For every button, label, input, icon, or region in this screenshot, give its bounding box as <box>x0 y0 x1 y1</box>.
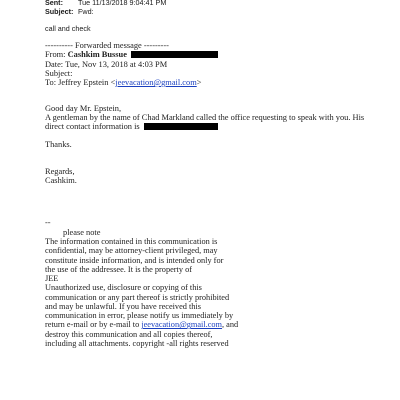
sent-label: Sent: <box>45 0 63 7</box>
return-email-link[interactable]: jeevacation@gmail.com <box>141 320 222 330</box>
subject-label: Subject: <box>45 7 74 16</box>
return-suffix: , and <box>221 320 239 330</box>
disclaimer-line: and may be unlawful. If you have received this <box>45 301 201 311</box>
intro-text: call and check <box>45 24 91 33</box>
forward-from <box>45 50 218 60</box>
forward-divider: ---------- Forwarded message --------- <box>45 41 169 50</box>
forward-date: Date: Tue, Nov 13, 2018 at 4:03 PM <box>45 60 168 69</box>
redaction-box <box>144 123 218 130</box>
regards: Regards, <box>45 167 75 176</box>
disclaimer-line: The information contained in this communication is <box>45 237 218 246</box>
to-email-link[interactable]: jeevacation@gmail.com <box>115 78 197 87</box>
disclaimer-line: confidential, may be attorney-client privileged, may <box>45 246 218 256</box>
disclaimer-line: the use of the addressee. It is the property of <box>45 264 192 274</box>
disclaimer-return-line <box>45 320 238 329</box>
subject-row <box>45 7 94 16</box>
signature: Cashkim. <box>45 176 77 185</box>
disclaimer-line: constitute inside information, and is intended only for <box>45 255 224 265</box>
to-suffix: > <box>196 78 202 87</box>
sent-value: Tue 11/13/2018 9:04:41 PM <box>78 0 167 7</box>
disclaimer-line: JEE <box>45 274 59 283</box>
disclaimer-line: communication or any part thereof is strictly prohibited <box>45 292 230 302</box>
disclaimer-line: destroy this communication and all copies thereof, <box>45 329 213 339</box>
disclaimer-block <box>45 237 238 348</box>
from-name: Cashkim Bussue <box>67 50 127 59</box>
please-note: please note <box>63 228 101 237</box>
from-label: From: <box>45 50 68 59</box>
body-line-2 <box>45 122 218 132</box>
sent-row <box>45 0 166 7</box>
body-line-1: A gentleman by the name of Chad Markland called the office requesting to speak with you. His <box>45 113 365 122</box>
signature-dashes: -- <box>45 218 51 227</box>
return-prefix: return e-mail or by e-mail to <box>45 320 142 330</box>
disclaimer-line: Unauthorized use, disclosure or copying of this <box>45 283 202 293</box>
forward-subject: Subject: <box>45 69 73 78</box>
redaction-box <box>131 51 218 58</box>
forward-to <box>45 78 201 88</box>
subject-value: Fwd: <box>78 7 94 16</box>
greeting: Good day Mr. Epstein, <box>45 104 122 113</box>
thanks: Thanks. <box>45 140 72 149</box>
to-prefix: To: Jeffrey Epstein < <box>45 78 116 87</box>
disclaimer-line: including all attachments. copyright -all rights reserved <box>45 338 229 348</box>
disclaimer-line: communication in error, please notify us immediately by <box>45 311 234 320</box>
body-line-2-text: direct contact information is <box>45 122 140 131</box>
